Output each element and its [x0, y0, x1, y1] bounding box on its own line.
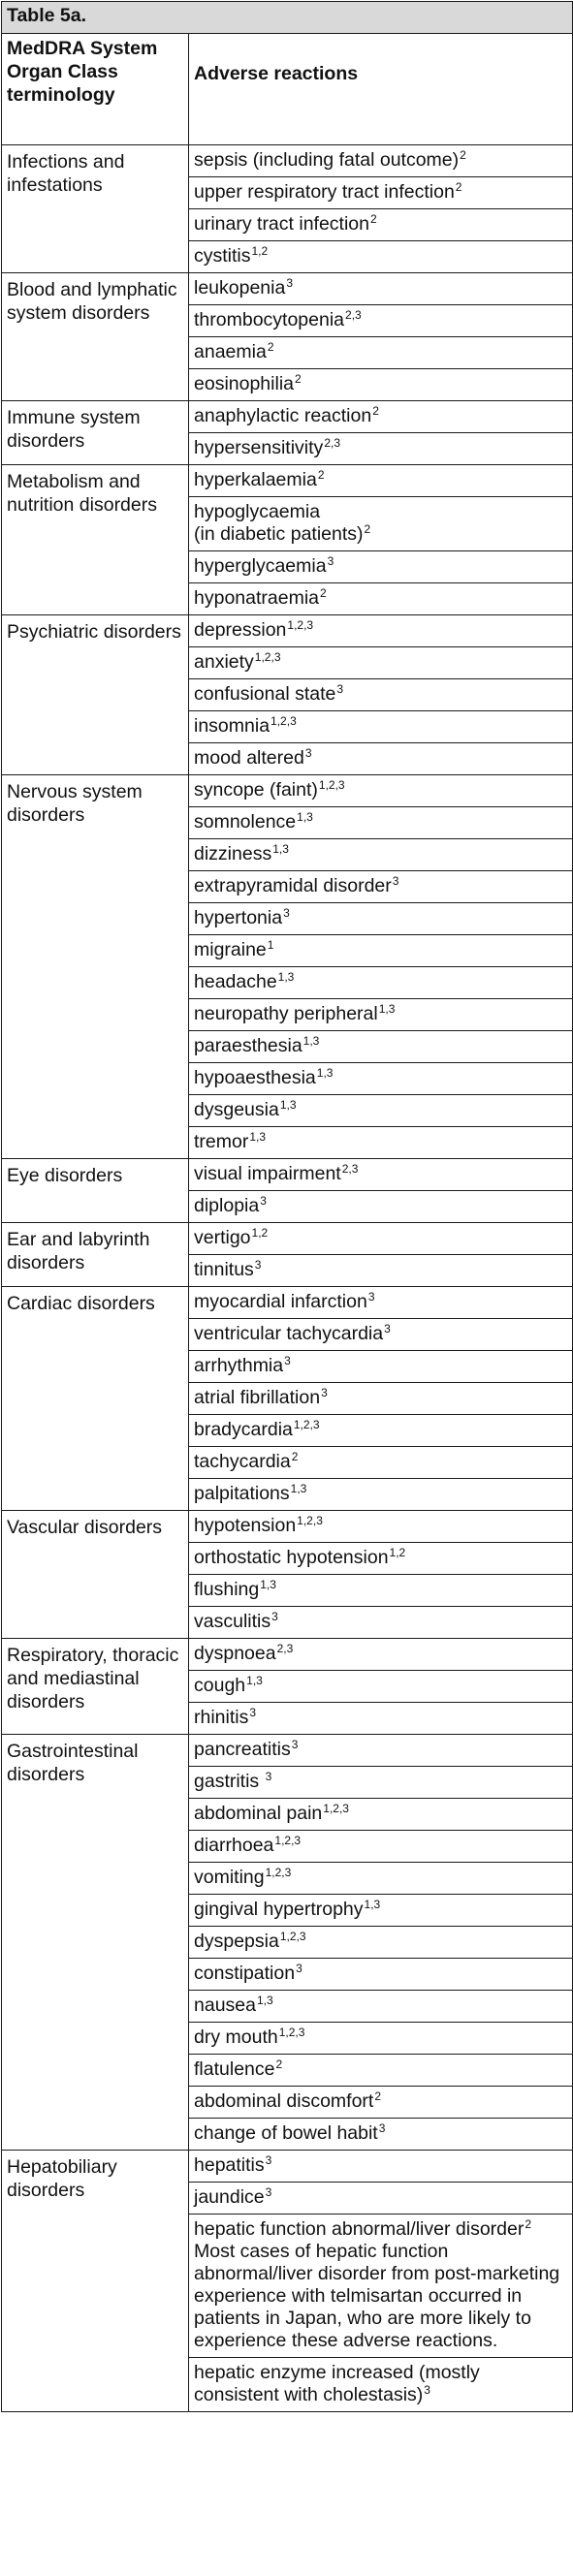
reaction-text: ventricular tachycardia [194, 1323, 384, 1344]
reference-superscript: 3 [321, 1386, 328, 1399]
reaction-text: vertigo [194, 1227, 251, 1248]
reference-superscript: 2 [364, 522, 371, 536]
reference-superscript: 2 [460, 148, 466, 162]
reaction-text: arrhythmia [194, 1355, 284, 1376]
reference-superscript: 1,3 [272, 842, 289, 856]
adverse-reaction-cell [189, 1607, 573, 1639]
reaction-text: myocardial infarction [194, 1291, 367, 1312]
reference-superscript: 1,3 [364, 1898, 381, 1911]
adverse-reaction-cell [189, 1511, 573, 1543]
reaction-text: hepatic function abnormal/liver disorder [194, 2218, 525, 2240]
adverse-reaction-cell [189, 1991, 573, 2023]
reference-superscript: 1,3 [297, 810, 313, 824]
adverse-reaction-cell [189, 903, 573, 935]
reference-superscript: 1,2,3 [278, 2026, 305, 2039]
reference-superscript: 1,3 [249, 1130, 267, 1144]
adverse-reaction-cell [189, 1287, 573, 1319]
reference-superscript: 2,3 [341, 1162, 359, 1176]
adverse-reaction-cell [189, 1351, 573, 1383]
table-row [2, 2151, 573, 2183]
reaction-text: palpitations [194, 1483, 290, 1504]
adverse-reaction-cell [189, 1575, 573, 1607]
adverse-reaction-cell [189, 583, 573, 615]
reaction-text: flatulence [194, 2058, 275, 2080]
reference-superscript: 3 [378, 2121, 386, 2135]
reference-superscript: 1,3 [246, 1674, 263, 1687]
reference-superscript: 3 [392, 874, 399, 888]
adverse-reaction-cell [189, 1863, 573, 1895]
reference-superscript: 1,3 [290, 1482, 307, 1495]
table-title: Table 5a. [2, 2, 573, 34]
reaction-text: syncope (faint) [194, 779, 318, 801]
adverse-reaction-cell [189, 1799, 573, 1831]
reference-superscript: 2 [370, 212, 377, 226]
reaction-text: diarrhoea [194, 1835, 274, 1856]
reference-superscript: 3 [367, 1290, 375, 1304]
reference-superscript: 3 [260, 1194, 267, 1208]
reference-superscript: 2 [525, 2217, 532, 2231]
adverse-reaction-cell [189, 369, 573, 401]
adverse-reaction-cell [189, 1159, 573, 1191]
reference-superscript: 1,3 [277, 970, 295, 984]
soc-cell: Hepatobiliary disorders [2, 2151, 189, 2412]
reaction-text: atrial fibrillation [194, 1387, 321, 1408]
soc-cell: Metabolism and nutrition disorders [2, 465, 189, 615]
reference-superscript: 3 [249, 1706, 257, 1719]
reaction-text: vasculitis [194, 1611, 271, 1632]
table-row [2, 1639, 573, 1671]
soc-cell: Respiratory, thoracic and mediastinal disorders [2, 1639, 189, 1735]
reaction-text: extrapyramidal disorder [194, 875, 392, 896]
reaction-text: thrombocytopenia [194, 309, 345, 330]
reaction-text: depression [194, 619, 287, 641]
adverse-reaction-cell [189, 2215, 573, 2358]
table-row [2, 1223, 573, 1255]
reference-superscript: 1,2,3 [323, 1802, 349, 1815]
reaction-text: confusional state [194, 683, 336, 705]
reaction-note: Most cases of hepatic function abnormal/liver disorder from post-marketing experience with telmisartan occurred in patients in Japan, who are more likely to experience these adverse reactions. [194, 2241, 560, 2351]
adverse-reaction-cell [189, 337, 573, 369]
reference-superscript: 1,2,3 [265, 1866, 292, 1879]
reference-superscript: 2 [317, 468, 325, 482]
adverse-reaction-cell [189, 647, 573, 679]
adverse-reactions-table [1, 1, 573, 2412]
reference-superscript: 2 [320, 586, 327, 600]
adverse-reaction-cell [189, 967, 573, 999]
reaction-text: eosinophilia [194, 373, 294, 394]
adverse-reaction-cell [189, 1959, 573, 1991]
reference-superscript: 1,2,3 [318, 778, 345, 792]
reference-superscript: 2 [275, 2058, 283, 2071]
reference-superscript: 2 [374, 2089, 382, 2103]
soc-cell: Cardiac disorders [2, 1287, 189, 1511]
adverse-reaction-cell [189, 1927, 573, 1959]
adverse-reaction-cell [189, 1671, 573, 1703]
adverse-reaction-cell [189, 241, 573, 273]
reference-superscript: 2 [372, 404, 379, 418]
reaction-text: hyponatraemia [194, 587, 319, 609]
adverse-reaction-cell [189, 1415, 573, 1447]
adverse-reaction-cell [189, 1319, 573, 1351]
reference-superscript: 3 [265, 1770, 272, 1783]
reaction-text: neuropathy peripheral [194, 1003, 378, 1024]
adverse-reaction-cell [189, 551, 573, 583]
adverse-reaction-cell [189, 935, 573, 967]
reaction-text: upper respiratory tract infection [194, 181, 455, 203]
adverse-reaction-cell [189, 1191, 573, 1223]
adverse-reaction-cell [189, 2119, 573, 2151]
reference-superscript: 1,2,3 [297, 1514, 323, 1527]
reference-superscript: 3 [304, 746, 312, 760]
reaction-text: dizziness [194, 843, 272, 864]
table-row [2, 465, 573, 497]
adverse-reaction-cell [189, 1639, 573, 1671]
reaction-text-line1: hypoglycaemia [194, 501, 321, 522]
reaction-text: sepsis (including fatal outcome) [194, 149, 460, 171]
adverse-reaction-cell [189, 1031, 573, 1063]
reaction-text: urinary tract infection [194, 213, 369, 235]
table-row [2, 145, 573, 177]
reference-superscript: 2 [267, 340, 274, 354]
adverse-reaction-cell [189, 1223, 573, 1255]
reaction-text: hypoaesthesia [194, 1067, 316, 1088]
reaction-text: paraesthesia [194, 1035, 302, 1056]
soc-cell: Gastrointestinal disorders [2, 1735, 189, 2151]
adverse-reaction-cell [189, 1095, 573, 1127]
adverse-reaction-cell [189, 465, 573, 497]
table-row [2, 775, 573, 807]
soc-cell: Psychiatric disorders [2, 615, 189, 775]
reference-superscript: 3 [265, 2185, 272, 2199]
adverse-reaction-cell [189, 1895, 573, 1927]
reference-superscript: 1,3 [256, 1994, 273, 2007]
adverse-reaction-cell [189, 839, 573, 871]
adverse-reaction-cell [189, 999, 573, 1031]
reaction-text: mood altered [194, 747, 304, 769]
adverse-reaction-cell [189, 433, 573, 465]
table-body [2, 145, 573, 2412]
reaction-text: diplopia [194, 1195, 260, 1216]
reaction-text: dysgeusia [194, 1099, 279, 1120]
adverse-reaction-cell [189, 2358, 573, 2412]
reference-superscript: 1,3 [279, 1098, 297, 1112]
adverse-reaction-cell [189, 2151, 573, 2183]
soc-cell: Vascular disorders [2, 1511, 189, 1639]
reaction-text: abdominal pain [194, 1803, 323, 1824]
reference-superscript: 3 [296, 1962, 302, 1975]
table-row [2, 1735, 573, 1767]
table-row [2, 401, 573, 433]
adverse-reaction-cell [189, 2023, 573, 2055]
adverse-reaction-cell [189, 1383, 573, 1415]
soc-cell: Infections and infestations [2, 145, 189, 273]
adverse-reaction-cell [189, 871, 573, 903]
reaction-text: pancreatitis [194, 1739, 291, 1760]
adverse-reaction-cell [189, 1127, 573, 1159]
reaction-text: hyperkalaemia [194, 469, 317, 490]
adverse-reaction-cell [189, 2055, 573, 2087]
reference-superscript: 3 [291, 1738, 299, 1751]
reaction-text: leukopenia [194, 277, 286, 298]
reference-superscript: 1,2,3 [293, 1418, 320, 1431]
adverse-reaction-cell [189, 807, 573, 839]
reaction-text: tinnitus [194, 1259, 254, 1280]
reaction-text: jaundice [194, 2186, 265, 2208]
soc-cell: Eye disorders [2, 1159, 189, 1223]
reference-superscript: 3 [284, 1354, 291, 1367]
reaction-text: insomnia [194, 715, 271, 737]
adverse-reaction-cell [189, 775, 573, 807]
reference-superscript: 1,2 [251, 244, 269, 258]
reference-superscript: 3 [286, 276, 294, 290]
reaction-text: tremor [194, 1131, 249, 1152]
reaction-text: bradycardia [194, 1419, 293, 1440]
reference-superscript: 1,2,3 [287, 618, 314, 632]
reference-superscript: 1,2,3 [279, 1930, 306, 1943]
table-row [2, 273, 573, 305]
reaction-text: (in diabetic patients) [194, 523, 364, 545]
table-row [2, 1159, 573, 1191]
reaction-text: gingival hypertrophy [194, 1899, 364, 1920]
reaction-text: hypersensitivity [194, 437, 324, 458]
reaction-text: anxiety [194, 651, 254, 673]
adverse-reaction-cell [189, 1767, 573, 1799]
soc-cell: Nervous system disorders [2, 775, 189, 1159]
reaction-text: headache [194, 971, 277, 992]
reaction-text: constipation [194, 1963, 296, 1984]
adverse-reaction-cell [189, 209, 573, 241]
adverse-reaction-cell [189, 711, 573, 743]
adverse-reactions-column-header: Adverse reactions [189, 34, 573, 145]
reaction-text: flushing [194, 1579, 260, 1600]
reaction-text: vomiting [194, 1867, 265, 1888]
reference-superscript: 2,3 [345, 308, 362, 322]
adverse-reaction-cell [189, 743, 573, 775]
table-title-row [2, 2, 573, 34]
reference-superscript: 3 [336, 682, 344, 696]
reference-superscript: 3 [327, 554, 334, 568]
reaction-text: anaemia [194, 341, 267, 362]
adverse-reaction-cell [189, 305, 573, 337]
reference-superscript: 1,2,3 [254, 650, 281, 664]
table-row [2, 615, 573, 647]
reference-superscript: 3 [254, 1258, 262, 1272]
soc-cell: Immune system disorders [2, 401, 189, 465]
reference-superscript: 2 [455, 180, 462, 194]
reaction-text: dyspnoea [194, 1643, 276, 1664]
adverse-reaction-cell [189, 1831, 573, 1863]
soc-column-header: MedDRA System Organ Class terminology [2, 34, 189, 145]
table-row [2, 1511, 573, 1543]
table-row [2, 1287, 573, 1319]
adverse-reaction-cell [189, 497, 573, 551]
reaction-text: gastritis [194, 1771, 265, 1792]
reference-superscript: 1,3 [316, 1066, 334, 1080]
reference-superscript: 3 [384, 1322, 391, 1335]
reaction-text: cystitis [194, 245, 251, 267]
reaction-text: hepatic enzyme increased (mostly consistent with cholestasis) [194, 2362, 480, 2405]
reference-superscript: 3 [265, 2153, 272, 2167]
reaction-text: migraine [194, 939, 267, 960]
adverse-reaction-cell [189, 679, 573, 711]
soc-cell: Ear and labyrinth disorders [2, 1223, 189, 1287]
reference-superscript: 3 [283, 906, 290, 920]
reference-superscript: 2,3 [324, 436, 340, 450]
reaction-text: rhinitis [194, 1707, 249, 1728]
reaction-text: somnolence [194, 811, 297, 832]
reaction-text: dry mouth [194, 2026, 278, 2048]
reference-superscript: 1,2,3 [271, 714, 297, 728]
soc-cell: Blood and lymphatic system disorders [2, 273, 189, 401]
adverse-reaction-cell [189, 1447, 573, 1479]
adverse-reaction-cell [189, 2183, 573, 2215]
reference-superscript: 1,3 [302, 1034, 320, 1048]
reference-superscript: 3 [271, 1610, 278, 1623]
reaction-text: hypertonia [194, 907, 283, 928]
reference-superscript: 1,2 [251, 1226, 269, 1240]
reference-superscript: 1 [267, 938, 274, 952]
adverse-reaction-cell [189, 401, 573, 433]
reaction-text: nausea [194, 1995, 256, 2016]
adverse-reaction-cell [189, 615, 573, 647]
reaction-text: visual impairment [194, 1163, 341, 1184]
adverse-reaction-cell [189, 1735, 573, 1767]
reaction-text: cough [194, 1675, 246, 1696]
reaction-text: hepatitis [194, 2154, 265, 2176]
reaction-text: hypotension [194, 1515, 297, 1536]
reference-superscript: 2,3 [276, 1642, 294, 1655]
reaction-text: abdominal discomfort [194, 2090, 374, 2112]
reference-superscript: 1,2 [389, 1546, 406, 1559]
reference-superscript: 1,3 [378, 1002, 396, 1016]
reference-superscript: 1,2,3 [274, 1834, 302, 1847]
adverse-reaction-cell [189, 1543, 573, 1575]
reaction-text: tachycardia [194, 1451, 291, 1472]
adverse-reaction-cell [189, 2087, 573, 2119]
adverse-reaction-cell [189, 273, 573, 305]
reference-superscript: 1,3 [260, 1578, 276, 1591]
reaction-text: dyspepsia [194, 1931, 279, 1952]
reaction-text: anaphylactic reaction [194, 405, 372, 426]
reaction-text: orthostatic hypotension [194, 1547, 389, 1568]
reaction-text: hyperglycaemia [194, 555, 327, 577]
adverse-reaction-cell [189, 1703, 573, 1735]
reference-superscript: 2 [291, 1450, 299, 1463]
adverse-reaction-cell [189, 1063, 573, 1095]
header-row [2, 34, 573, 145]
reference-superscript: 3 [424, 2383, 430, 2397]
adverse-reaction-cell [189, 1255, 573, 1287]
reaction-text: change of bowel habit [194, 2122, 378, 2144]
adverse-reaction-cell [189, 145, 573, 177]
adverse-reaction-cell [189, 177, 573, 209]
adverse-reaction-cell [189, 1479, 573, 1511]
reference-superscript: 2 [295, 372, 302, 386]
